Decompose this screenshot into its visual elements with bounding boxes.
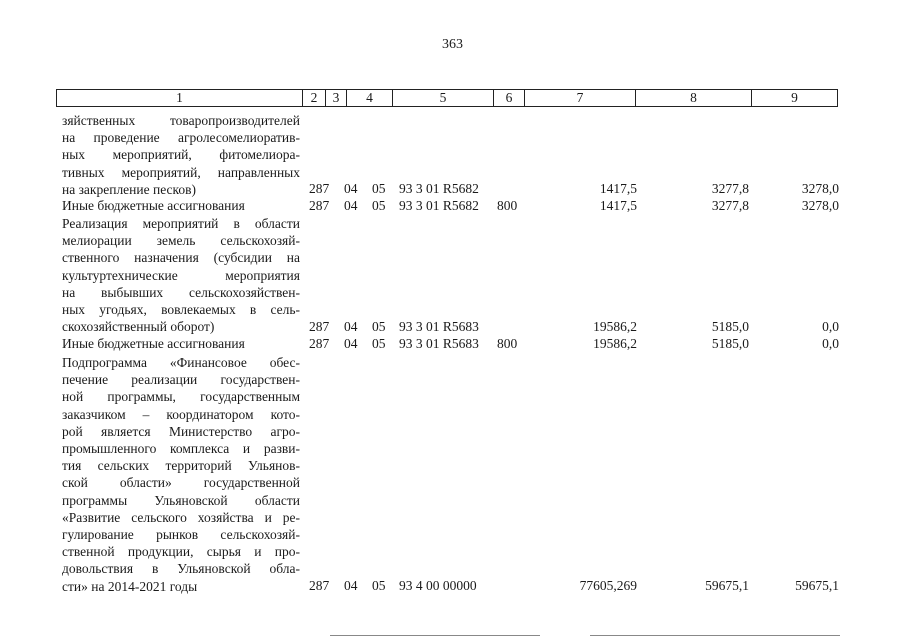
cell-amount-col9: 0,0 bbox=[822, 319, 839, 334]
description-line: на выбывших сельскохозяйствен- bbox=[62, 284, 300, 300]
cell-subsection-code: 05 bbox=[372, 336, 386, 351]
col-header-4: 4 bbox=[366, 90, 373, 105]
column-header-row bbox=[56, 89, 838, 107]
description-line: на проведение агролесомелиоратив- bbox=[62, 130, 300, 146]
cell-target-code: 93 3 01 R5683 bbox=[399, 319, 479, 334]
col-header-3: 3 bbox=[332, 90, 340, 105]
cell-target-code: 93 4 00 00000 bbox=[399, 578, 477, 593]
description-line: рой является Министерство агро- bbox=[62, 423, 300, 439]
cell-amount-col7: 1417,5 bbox=[599, 198, 637, 213]
cell-amount-col7: 19586,2 bbox=[593, 336, 637, 351]
cell-amount-col9: 59675,1 bbox=[795, 578, 839, 593]
table-row bbox=[0, 335, 905, 352]
cell-ministry-code: 287 bbox=[309, 578, 330, 593]
col-header-2: 2 bbox=[310, 90, 318, 105]
cell-amount-col8: 5185,0 bbox=[711, 336, 749, 351]
col-header-7: 7 bbox=[576, 90, 584, 105]
col-header-6: 6 bbox=[505, 90, 513, 105]
cell-amount-col7: 1417,5 bbox=[599, 181, 637, 196]
cell-amount-col7: 77605,269 bbox=[579, 578, 637, 593]
page-number: 363 bbox=[442, 37, 463, 52]
cell-subsection-code: 05 bbox=[372, 319, 386, 334]
table-row bbox=[0, 180, 905, 197]
description-line: тия сельских территорий Ульянов- bbox=[62, 458, 300, 474]
cell-section-code: 04 bbox=[344, 198, 358, 213]
cell-target-code: 93 3 01 R5682 bbox=[399, 198, 479, 213]
cell-amount-col9: 0,0 bbox=[822, 336, 839, 351]
cell-ministry-code: 287 bbox=[309, 198, 330, 213]
col-header-8: 8 bbox=[690, 90, 697, 105]
description-line: ственного назначения (субсидии на bbox=[62, 250, 300, 266]
description-line: скохозяйственный оборот) bbox=[62, 319, 215, 335]
scan-edge-line bbox=[590, 635, 840, 636]
cell-amount-col9: 3278,0 bbox=[801, 181, 839, 196]
col-header-1: 1 bbox=[176, 90, 183, 105]
description-line: промышленного комплекса и разви- bbox=[62, 441, 300, 457]
cell-amount-col8: 3277,8 bbox=[711, 198, 749, 213]
cell-subsection-code: 05 bbox=[372, 181, 386, 196]
description-line: довольствия в Ульяновской обла- bbox=[62, 561, 300, 577]
cell-expense-type: 800 bbox=[497, 336, 518, 351]
table-row bbox=[0, 197, 905, 214]
row-description: Иные бюджетные ассигнования bbox=[62, 198, 245, 213]
description-line: печение реализации государствен- bbox=[62, 372, 300, 388]
description-line: на закрепление песков) bbox=[62, 181, 197, 197]
cell-section-code: 04 bbox=[344, 578, 358, 593]
description-line: культуртехнические мероприятия bbox=[62, 267, 300, 283]
description-line: ных угодьях, вовлекаемых в сель- bbox=[62, 302, 300, 318]
row-description: Иные бюджетные ассигнования bbox=[62, 336, 245, 351]
cell-ministry-code: 287 bbox=[309, 181, 330, 196]
description-line: «Развитие сельского хозяйства и ре- bbox=[62, 509, 300, 525]
description-line: заказчиком – координатором кото- bbox=[62, 406, 300, 422]
description-line: ственной продукции, сырья и про- bbox=[62, 544, 300, 560]
description-line: Подпрограмма «Финансовое обес- bbox=[62, 355, 300, 370]
description-line: тивных мероприятий, направленных bbox=[62, 164, 300, 180]
cell-amount-col8: 5185,0 bbox=[711, 319, 749, 334]
description-line: ской области» государственной bbox=[62, 475, 300, 491]
cell-target-code: 93 3 01 R5683 bbox=[399, 336, 479, 351]
cell-amount-col8: 3277,8 bbox=[711, 181, 749, 196]
description-line: Реализация мероприятий в области bbox=[62, 216, 300, 231]
cell-amount-col8: 59675,1 bbox=[705, 578, 749, 593]
cell-section-code: 04 bbox=[344, 181, 358, 196]
cell-section-code: 04 bbox=[344, 319, 358, 334]
description-line: зяйственных товаропроизводителей bbox=[62, 113, 300, 128]
description-line: ных мероприятий, фитомелиора- bbox=[62, 147, 300, 163]
table-row bbox=[0, 318, 905, 335]
col-header-5: 5 bbox=[439, 90, 447, 105]
cell-ministry-code: 287 bbox=[309, 319, 330, 334]
row-description bbox=[62, 354, 300, 595]
description-line: мелиорации земель сельскохозяй- bbox=[62, 233, 300, 249]
description-line: программы Ульяновской области bbox=[62, 492, 300, 508]
description-line: сти» на 2014-2021 годы bbox=[62, 578, 198, 594]
col-header-9: 9 bbox=[791, 90, 798, 105]
cell-amount-col9: 3278,0 bbox=[801, 198, 839, 213]
cell-subsection-code: 05 bbox=[372, 198, 386, 213]
cell-subsection-code: 05 bbox=[372, 578, 386, 593]
table-row bbox=[0, 577, 905, 594]
cell-target-code: 93 3 01 R5682 bbox=[399, 181, 479, 196]
description-line: ной программы, государственным bbox=[62, 389, 300, 405]
cell-section-code: 04 bbox=[344, 336, 358, 351]
cell-expense-type: 800 bbox=[497, 198, 518, 213]
cell-ministry-code: 287 bbox=[309, 336, 330, 351]
description-line: гулирование рынков сельскохозяй- bbox=[62, 527, 300, 543]
scan-edge-line bbox=[330, 635, 540, 636]
cell-amount-col7: 19586,2 bbox=[593, 319, 637, 334]
